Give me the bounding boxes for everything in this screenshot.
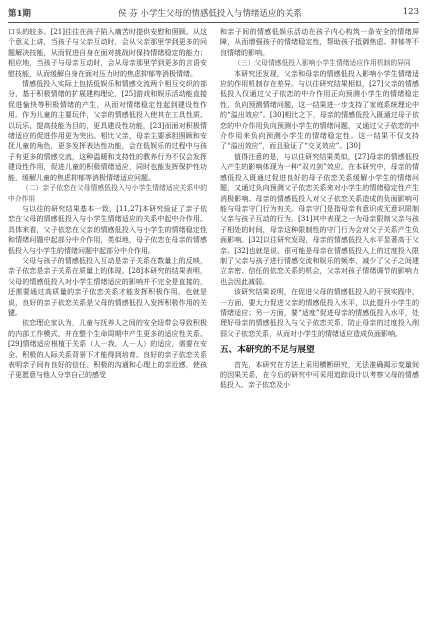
paragraph: 和亲子间的情感低娱乐活动在孩子内心构筑一条安全的情绪屏障，从而增强孩子的情绪稳定性，帮助孩子抵御焦虑、抑郁等不良情绪的影响。 [220,28,419,57]
page-number: 123 [402,7,419,17]
paragraph: 父母与孩子的情感低投入互动是亲子关系在数量上的反映，亲子依恋是亲子关系在质量上的体现。[28]本研究的结果表明，父母的情感低投入对小学生情绪适应的影响并不完全是直接的，还需要通过高质量的亲子依恋关系才能发挥积极作用。也就是说，良好的亲子依恋关系是父母的情感低投入发挥积极作用的关键。 [8,256,207,317]
paragraph: 与以往的研究结果基本一致，[11,27]本研究验证了亲子依恋在父母的情感低投入与小学生情绪适应的关系中起中介作用。具体来看，父子依恋在父亲的情感低投入与小学生的情绪稳定性和情绪问题中起部分中介作用，类似地，母子依恋在母亲的情感低投入与小学生的情绪问题中起部分中介作用。 [8,204,207,255]
running-header [8,6,419,20]
paragraph: 依恋理论家认为，儿童与抚养人之间的安全纽带会导致积极的内部工作模式，并在整个生命周期中产生更多的适应性关系。[29]情绪适应根植于关系（人－我，人－人）的适应，需要在安全、积极的人际关系背景下才能得到培育。良好的亲子依恋关系表明亲子间有良好的信任、积极的沟通和心理上的亲近感，使孩子更愿意与他人分享自己的感受 [8,319,207,380]
left-text-column [8,27,207,629]
running-title: 侯 芬 小学生父母的情感低投入与情绪适应的关系 [118,9,302,19]
paragraph: 首先，本研究在方法上采用横断研究，无法准确揭示变量间的因果关系，在今后的研究中可采用追踪设计以考察父母的情感低投入、亲子依恋及小 [220,360,419,390]
header-divider [8,22,419,23]
subsection-heading: （三）父母情感低投入影响小学生情绪适应作用机制的异同 [234,59,411,68]
right-text-column [220,27,419,629]
paragraph: 本研究还发现，父亲和母亲的情感低投入影响小学生情绪适应的作用机制存在差异。与以往研究结果相似，[27]父亲的情感低投入仅通过父子依恋的中介作用正向预测小学生的情绪稳定性，负向预测情绪问题，这一结果进一步支持了家庭系统理论中的“溢出效应”。[30]相比之下，母亲的情感低投入既通过母子依恋的中介作用负向预测小学生的情绪问题，又通过父子依恋的中介作用来负向预测小学生的情绪稳定性。这一结果不仅支持了“溢出效应”，而且验证了“交叉效应”。[30] [220,69,419,151]
paragraph: 该研究结果说明，在促进父母的情感低投入的干预实践中，一方面，要大力促进父亲的情感低投入水平，以此提升小学生的情绪适应；另一方面，要“适度”促进母亲的情感低投入水平，处理好母亲的情感低投入与父子依恋关系，防止母亲的过度投入削弱父子依恋关系，从而对小学生的情绪适应造成负面影响。 [220,288,419,338]
section-heading: 五、本研究的不足与展望 [220,345,315,356]
subsection-heading: （二）亲子依恋在父母情感低投入与小学生情绪适应关系中的中介作用 [8,184,207,203]
paragraph: 口头的较多。[21]往往在孩子陷入痛苦时提供安慰和照顾。从这个意义上讲，当孩子与父亲互动时，会从父亲那里学到更多的问题解决技能，从而促进自身在面对挑战时保持情绪稳定的能力；相应地，当孩子与母亲互动时，会从母亲那里学到更多的言语安慰技能，从而缓解自身在面对压力时的焦虑抑郁等消极情绪。 [8,28,207,78]
paragraph: 值得注意的是，与以往研究结果类似，[27]母亲的情感低投入产生的影响体现为一种“双刃剑”效应。在本研究中，母亲的情感低投入既通过促进良好的母子依恋关系缓解小学生的情绪问题，又通过负向预测父子依恋关系来对小学生的情绪稳定性产生消极影响。母亲的情感低投入对父子依恋关系造成的负面影响可能与母亲守门行为有关。母亲守门是指母亲有意识或无意识限制父亲与孩子互动的行为。[31]其中表现之一为母亲限制父亲与孩子相处的时间，母亲这种限制性的守门行为会对父子关系产生负面影响。[32]以往研究发现，母亲的情感低投入水平显著高于父亲。[32]也就是说，很可能是母亲在情感低投入上的过度投入限制了父亲与孩子进行情感交流和娱乐的频率，减少了父子之间建立亲密、信任的依恋关系的机会，父亲对孩子情绪调节的影响力也会因此减弱。 [220,152,419,286]
issue-label: 第1期 [8,9,31,19]
paragraph: 情感低投入实际上包括低娱乐和情感交流两个相互交织的部分，基于积极情绪的扩展建构理论，[25]游戏和娱乐活动能直接促进愉快等积极情绪的产生，从而对情绪稳定性起到建设性作用。作为儿童的主要玩伴，父亲的情感低投入使其在工具性质、以玩乐、提高技能为目的，更具建设性功能，[23]而面对积极情绪适应的促进作用更为突出。相比父亲，母亲主要承担照顾和安抚儿童的角色，更多发挥表达性功能，会在低娱乐的过程中与孩子有更多的情感交流，这种温暖和支持性的教养行为不仅会发挥建设性作用，促进儿童的积极情绪适应，同时也能发挥保护性功能，缓解儿童的焦虑抑郁等消极情绪适应问题。 [8,80,207,182]
